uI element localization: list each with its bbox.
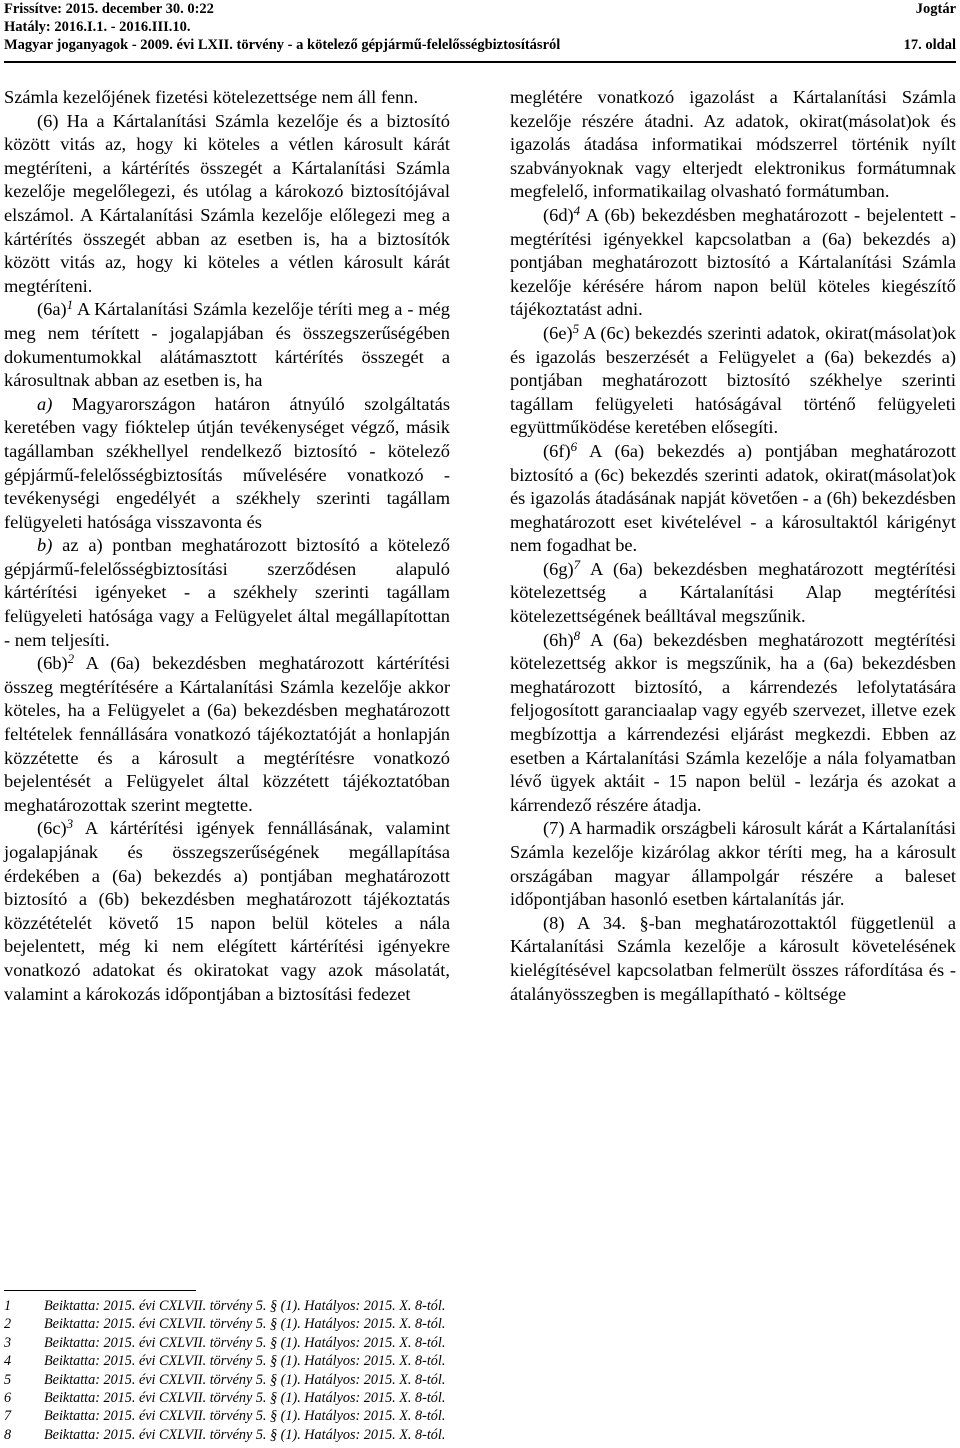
- paragraph: [4, 534, 450, 652]
- footnote-text: Beiktatta: 2015. évi CXLVII. törvény 5. § (1). Hatályos: 2015. X. 8-tól.: [44, 1390, 446, 1407]
- paragraph-text: Magyarországon határon átnyúló szolgáltatás keretében vagy fióktelep útján tevékenységet végző, másik tagállamban székhellyel rendelkező biztosító - kötelező gépjármű-felelősségbiztosítás művelésére vonatkozó - tevékenységi engedélyét a székhely szerinti tagállam felügyeleti hatósága visszavonta és: [4, 393, 450, 532]
- footnote-text: Beiktatta: 2015. évi CXLVII. törvény 5. § (1). Hatályos: 2015. X. 8-tól.: [44, 1371, 446, 1388]
- paragraph: [510, 322, 956, 440]
- paragraph-number: (6d): [543, 204, 574, 225]
- page-header: [4, 0, 956, 62]
- footnote-ref[interactable]: 1: [66, 297, 74, 313]
- footnote-ref[interactable]: 8: [573, 627, 581, 643]
- paragraph: [510, 558, 956, 629]
- header-law-title: Magyar joganyagok - 2009. évi LXII. törvény - a kötelező gépjármű-felelősségbiztosításról: [4, 37, 561, 53]
- paragraph-number: (6g): [543, 558, 574, 579]
- paragraph-text: A (6c) bekezdés szerinti adatok, okirat(másolat)ok és igazolás beszerzését a Felügyelet a (6a) bekezdés a) pontjában meghatározott biztosító székhelye szerinti tagállam felügyeleti hatóságával történő felügyeleti együttműködése keretében elősegíti.: [510, 322, 956, 438]
- paragraph-number: (6c): [37, 818, 67, 839]
- footnote-ref[interactable]: 2: [67, 651, 75, 667]
- footnote: [4, 1352, 445, 1370]
- paragraph-text: (6) Ha a Kártalanítási Számla kezelője és a biztosító között vitás az, hogy ki köteles a vétlen károsult kárát megtéríteni, a kártérítés összegét a Kártalanítási Számla kezelője megelőlegezi, és utólag a károkozó biztosítójával elszámol. A Kártalanítási Számla kezelője előlegezi meg a kártérítés összegét abban az esetben is, ha a biztosítók között vitás az, hogy ki köteles a vétlen károsult kárát megtéríteni.: [4, 110, 450, 296]
- footnote: [4, 1371, 445, 1389]
- paragraph-number: (6f): [543, 440, 571, 461]
- footnote-number: 7: [4, 1408, 12, 1425]
- paragraph: [4, 298, 450, 392]
- footnote-text: Beiktatta: 2015. évi CXLVII. törvény 5. § (1). Hatályos: 2015. X. 8-tól.: [44, 1316, 446, 1333]
- header-validity: Hatály: 2016.I.1. - 2016.III.10.: [4, 19, 191, 35]
- paragraph-number: (6a): [37, 299, 67, 320]
- footnote-number: 4: [4, 1353, 12, 1370]
- footnote: [4, 1315, 445, 1333]
- footnote-text: Beiktatta: 2015. évi CXLVII. törvény 5. § (1). Hatályos: 2015. X. 8-tól.: [44, 1298, 446, 1314]
- header-updated: Frissítve: 2015. december 30. 0:22: [4, 1, 214, 17]
- footnote: [4, 1426, 445, 1444]
- header-page-number: 17. oldal: [903, 37, 956, 53]
- footnote-ref[interactable]: 3: [66, 816, 74, 832]
- paragraph-text: az a) pontban meghatározott biztosító a kötelező gépjármű-felelősségbiztosítási szerződésen alapuló kártérítési igényeket - a székhely szerinti tagállam felügyeleti hatósága vagy a Felügyelet által megállapítottan - nem teljesíti.: [4, 535, 450, 650]
- paragraph: [510, 817, 956, 911]
- paragraph: [4, 393, 450, 535]
- footnote-text: Beiktatta: 2015. évi CXLVII. törvény 5. § (1). Hatályos: 2015. X. 8-tól.: [44, 1334, 446, 1351]
- paragraph: [4, 110, 450, 299]
- footnote-number: 2: [4, 1316, 12, 1333]
- paragraph-text: A (6a) bekezdésben meghatározott kártérítési összeg megtérítésére a Kártalanítási Számla kezelője akkor köteles, ha a Felügyelet a (6a) bekezdésben meghatározott feltételek fennállására vonatkozó tájékoztatóját a honlapján közzétette és a károsult a megtérítésre vonatkozó bejelentését a Felügyelet által közzétett tájékoztatóban meghatározottak szerint megtette.: [4, 653, 450, 815]
- footnote-number: 5: [4, 1371, 12, 1388]
- footnote-ref[interactable]: 6: [570, 438, 578, 454]
- paragraph-text: A (6a) bekezdésben meghatározott megtérítési kötelezettség akkor is megszűnik, ha a (6a) bekezdésben meghatározott biztosító, a kárrendezés lefolytatására feljogosított garanciaalap vagy egyéb szervezet, illetve ezek megbízottja a kárrendezési eljárást megkezdi. Ebben az esetben a Kártalanítási Számla kezelője a nála folyamatban lévő ügyek aktáit - 15 napon belül - lezárja és azokat a kárrendező részére átadja.: [510, 629, 956, 815]
- right-column: [510, 86, 956, 1006]
- footnote-number: 8: [4, 1426, 12, 1443]
- header-divider: [4, 61, 956, 63]
- left-column: [4, 86, 450, 1006]
- footnote-text: Beiktatta: 2015. évi CXLVII. törvény 5. § (1). Hatályos: 2015. X. 8-tól.: [44, 1408, 446, 1425]
- header-brand: Jogtár: [915, 1, 956, 17]
- paragraph-text: Számla kezelőjének fizetési kötelezettsége nem áll fenn.: [4, 87, 419, 107]
- paragraph-number: (6b): [37, 653, 68, 674]
- paragraph: [510, 86, 956, 204]
- paragraph-text: (8) A 34. §-ban meghatározottaktól függetlenül a Kártalanítási Számla kezelője a károsult követelésének kielégítésével kapcsolatban felmerült összes ráfordítása és - átalányösszegben is megállapítható - költsége: [510, 912, 956, 1004]
- footnotes: [4, 1297, 445, 1444]
- paragraph-text: A (6a) bekezdés a) pontjában meghatározott biztosító a (6c) bekezdés szerinti adatok, okirat(másolat)ok és igazolás átadásának napját követően - a (6h) bekezdésben meghatározott eset kivételével - a károsultaktól kárigényt nem fogadhat be.: [510, 440, 956, 556]
- footnote-ref[interactable]: 7: [573, 556, 581, 572]
- paragraph: [4, 86, 450, 110]
- footnote-ref[interactable]: 4: [573, 202, 581, 218]
- point-label: a): [37, 393, 53, 414]
- footnote: [4, 1297, 445, 1315]
- footnote: [4, 1407, 445, 1425]
- footnote-number: 1: [4, 1298, 12, 1314]
- paragraph-text: (7) A harmadik országbeli károsult kárát a Kártalanítási Számla kezelője kizárólag akkor téríti meg, ha a károsult országában magyar állampolgár részére a baleset időpontjában hasonló esetben kártalanítás jár.: [510, 818, 956, 910]
- paragraph-text: meglétére vonatkozó igazolást a Kártalanítási Számla kezelője részére átadni. Az adatok, okirat(másolat)ok és igazolás átadása informatikai módszerrel történik nyílt szabványoknak vagy elterjedt elektronikus formátumnak megfelelő, informatikailag olvasható formátumban.: [510, 87, 956, 202]
- paragraph-number: (6e): [543, 322, 573, 343]
- footnote-number: 6: [4, 1390, 12, 1407]
- footnote: [4, 1334, 445, 1352]
- paragraph: [4, 817, 450, 1006]
- paragraph-text: A Kártalanítási Számla kezelője téríti meg a - még meg nem térített - jogalapjában és összegszerűségében dokumentumokkal alátámasztott kártérítés összegét a károsultnak abban az esetben is, ha: [4, 299, 450, 391]
- paragraph-text: A (6b) bekezdésben meghatározott - bejelentett - megtérítési igényekkel kapcsolatban a (6a) bekezdés a) pontjában meghatározott biztosító a Kártalanítási Számla kezelője kérésére három napon belül köteles kiegészítő tájékoztatást adni.: [510, 204, 956, 320]
- paragraph: [510, 629, 956, 818]
- footnote-number: 3: [4, 1334, 12, 1351]
- footnote: [4, 1389, 445, 1407]
- footnote-text: Beiktatta: 2015. évi CXLVII. törvény 5. § (1). Hatályos: 2015. X. 8-tól.: [44, 1353, 446, 1370]
- paragraph: [510, 912, 956, 1006]
- footnote-text: Beiktatta: 2015. évi CXLVII. törvény 5. § (1). Hatályos: 2015. X. 8-tól.: [44, 1426, 446, 1443]
- paragraph: [510, 440, 956, 558]
- footnote-divider: [4, 1290, 196, 1291]
- paragraph-text: A (6a) bekezdésben meghatározott megtérítési kötelezettség a Kártalanítási Alap megtérítési kötelezettségének beálltával megszűnik.: [510, 558, 956, 627]
- point-label: b): [37, 535, 53, 556]
- paragraph: [510, 204, 956, 322]
- footnote-ref[interactable]: 5: [572, 320, 580, 336]
- paragraph-number: (6h): [543, 629, 574, 650]
- paragraph-text: A kártérítési igények fennállásának, valamint jogalapjának és összegszerűségének megállapítása érdekében a (6a) bekezdés a) pontjában meghatározott biztosító a (6b) bekezdésben meghatározott tájékoztatás közzétételét követő 15 napon belül köteles a nála bejelentett, még ki nem elégített kártérítési igényekre vonatkozó adatokat és okiratokat vagy azok másolatát, valamint a károkozás időpontjában a biztosítási fedezet: [4, 818, 450, 1004]
- paragraph: [4, 652, 450, 817]
